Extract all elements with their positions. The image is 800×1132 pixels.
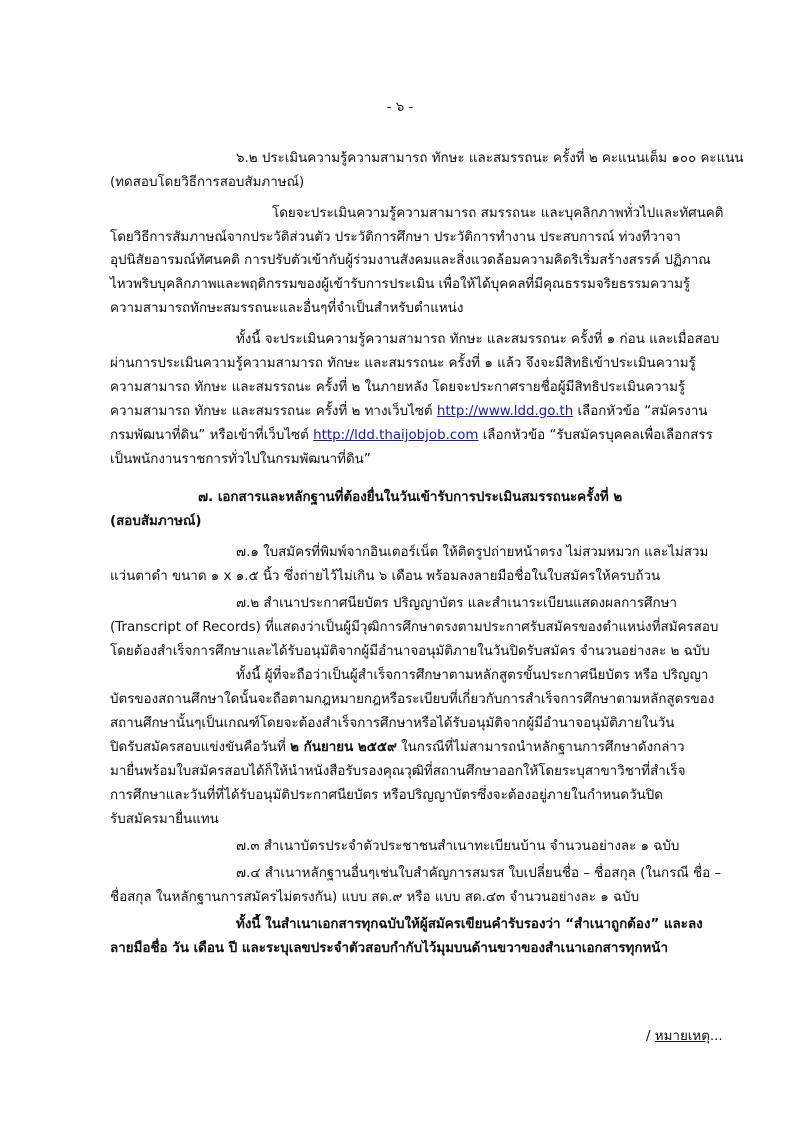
paragraph-line: โดยจะประเมินความรู้ความสามารถ สมรรถนะ และบุคลิกภาพทั่วไปและทัศนคติ [272, 206, 724, 221]
item-7-3: ๗.๓ สำเนาบัตรประจำตัวประชาชนสำเนาทะเบียนบ้าน จำนวนอย่างละ ๑ ฉบับ [236, 839, 680, 854]
deadline-date: ๒ กันยายน ๒๕๕๙ [290, 740, 397, 755]
section-6-2-heading: ๖.๒ ประเมินความรู้ความสามารถ ทักษะ และสมรรถนะ ครั้งที่ ๒ คะแนนเต็ม ๑๐๐ คะแนน [236, 151, 744, 166]
continuation-footer [646, 1027, 723, 1047]
text-segment: ในกรณีที่ไม่สามารถนำหลักฐานการศึกษาดังกล่าว [396, 740, 685, 755]
text-segment: / [646, 1029, 655, 1044]
paragraph-line: ทั้งนี้ จะประเมินความรู้ความสามารถ ทักษะ และสมรรถนะ ครั้งที่ ๑ ก่อน และเมื่อสอบ [236, 332, 720, 347]
page-number: - ๖ - [386, 100, 414, 115]
paragraph-line: ความสามารถทักษะสมรรถนะและอื่นๆที่จำเป็นสำหรับตำแหน่ง [110, 301, 464, 316]
paragraph-line: โดยต้องสำเร็จการศึกษาและได้รับอนุมัติจากผู้มีอำนาจอนุมัติภายในวันปิดรับสมัคร จำนวนอย่างละ ๒ ฉบับ [110, 644, 710, 659]
paragraph-line: ความสามารถ ทักษะ และสมรรถนะ ครั้งที่ ๒ ในภายหลัง โดยจะประกาศรายชื่อผู้มีสิทธิประเมินความรู้ [110, 380, 686, 395]
paragraph-line: ชื่อสกุล ในหลักฐานการสมัครไม่ตรงกัน) แบบ สด.๙ หรือ แบบ สด.๔๓ จำนวนอย่างละ ๑ ฉบับ [110, 890, 640, 905]
thaijobjob-website-link[interactable]: http://ldd.thaijobjob.com [313, 428, 479, 443]
text-segment: ... [709, 1029, 723, 1044]
paragraph-line: รับสมัครมายื่นแทน [110, 812, 219, 827]
paragraph-line: เป็นพนักงานราชการทั่วไปในกรมพัฒนาที่ดิน” [110, 452, 371, 467]
certification-note: ลายมือชื่อ วัน เดือน ปี และระบุเลขประจำตัวสอบกำกับไว้มุมบนด้านขวาของสำเนาเอกสารทุกหน้า [110, 941, 668, 956]
paragraph-line: มายื่นพร้อมใบสมัครสอบได้ก็ให้นำหนังสือรับรองคุณวุฒิที่สถานศึกษาออกให้โดยระบุสาขาวิชาที่สำเร็จ [110, 764, 686, 779]
section-7-subheading: (สอบสัมภาษณ์) [110, 514, 202, 529]
paragraph-line: โดยวิธีการสัมภาษณ์จากประวัติส่วนตัว ประวัติการศึกษา ประวัติการทำงาน ประสบการณ์ ท่วงทีวาจา [110, 230, 681, 245]
paragraph-line [110, 738, 684, 758]
text-segment: ปิดรับสมัครสอบแข่งขันคือวันที่ [110, 740, 291, 755]
text-segment: ความสามารถ ทักษะ และสมรรถนะ ครั้งที่ ๒ ทางเว็บไซต์ [110, 404, 437, 419]
paragraph-line: (Transcript of Records) ที่แสดงว่าเป็นผู้มีวุฒิการศึกษาตรงตามประกาศรับสมัครของตำแหน่งที่สมัครสอบ [110, 620, 719, 635]
paragraph-line: บัตรของสถานศึกษาใดนั้นจะถือตามกฎหมายกฎหรือระเบียบที่เกี่ยวกับการสำเร็จการศึกษาตามหลักสูตรของ [110, 692, 715, 707]
item-7-1: ๗.๑ ใบสมัครที่พิมพ์จากอินเตอร์เน็ต ให้ติดรูปถ่ายหน้าตรง ไม่สวมหมวก และไม่สวม [236, 545, 709, 560]
section-7-heading: ๗. เอกสารและหลักฐานที่ต้องยื่นในวันเข้ารับการประเมินสมรรถนะครั้งที่ ๒ [198, 490, 623, 505]
paragraph-line [110, 426, 713, 446]
item-7-4: ๗.๔ สำเนาหลักฐานอื่นๆเช่นใบสำคัญการสมรส ใบเปลี่ยนชื่อ – ชื่อสกุล (ในกรณี ชื่อ – [236, 866, 722, 881]
paragraph-line: ทั้งนี้ ผู้ที่จะถือว่าเป็นผู้สำเร็จการศึกษาตามหลักสูตรขั้นประกาศนียบัตร หรือ ปริญญา [236, 668, 709, 683]
paragraph-line: การศึกษาและวันที่ที่ได้รับอนุมัติประกาศนียบัตร หรือปริญญาบัตรซึ่งจะต้องอยู่ภายในกำหนดวันปิด [110, 788, 663, 803]
paragraph-line [110, 402, 708, 422]
paragraph-line: ไหวพริบบุคลิกภาพและพฤติกรรมของผู้เข้ารับการประเมิน เพื่อให้ได้บุคคลที่มีคุณธรรมจริยธรรมความรู้ [110, 277, 691, 292]
paragraph-line: สถานศึกษานั้นๆเป็นเกณฑ์โดยจะต้องสำเร็จการศึกษาหรือได้รับอนุมัติจากผู้มีอำนาจอนุมัติภายในวัน [110, 716, 675, 731]
paragraph-line: แว่นตาดำ ขนาด ๑ x ๑.๕ นิ้ว ซึ่งถ่ายไว้ไม่เกิน ๖ เดือน พร้อมลงลายมือชื่อในใบสมัครให้ครบถ้วน [110, 569, 661, 584]
ldd-website-link[interactable]: http://www.ldd.go.th [436, 404, 574, 419]
paragraph-line: ผ่านการประเมินความรู้ความสามารถ ทักษะ และสมรรถนะ ครั้งที่ ๑ แล้ว จึงจะมีสิทธิเข้าประเมินความรู้ [110, 356, 696, 371]
text-segment: เลือกหัวข้อ “รับสมัครบุคคลเพื่อเลือกสรร [478, 428, 713, 443]
paragraph-line: อุปนิสัยอารมณ์ทัศนคติ การปรับตัวเข้ากับผู้ร่วมงานสังคมและสิ่งแวดล้อมความคิดริเริ่มสร้างสรรค์ ปฏิภาณ [110, 253, 711, 268]
text-segment: เลือกหัวข้อ “สมัครงาน [573, 404, 708, 419]
text-segment: กรมพัฒนาที่ดิน” หรือเข้าที่เว็บไซต์ [110, 428, 314, 443]
certification-note: ทั้งนี้ ในสำเนาเอกสารทุกฉบับให้ผู้สมัครเขียนคำรับรองว่า “สำเนาถูกต้อง” และลง [236, 917, 703, 932]
section-6-2-subheading: (ทดสอบโดยวิธีการสอบสัมภาษณ์) [110, 175, 305, 190]
item-7-2: ๗.๒ สำเนาประกาศนียบัตร ปริญญาบัตร และสำเนาระเบียนแสดงผลการศึกษา [236, 596, 677, 611]
next-page-reference: หมายเหตุ [654, 1029, 710, 1044]
